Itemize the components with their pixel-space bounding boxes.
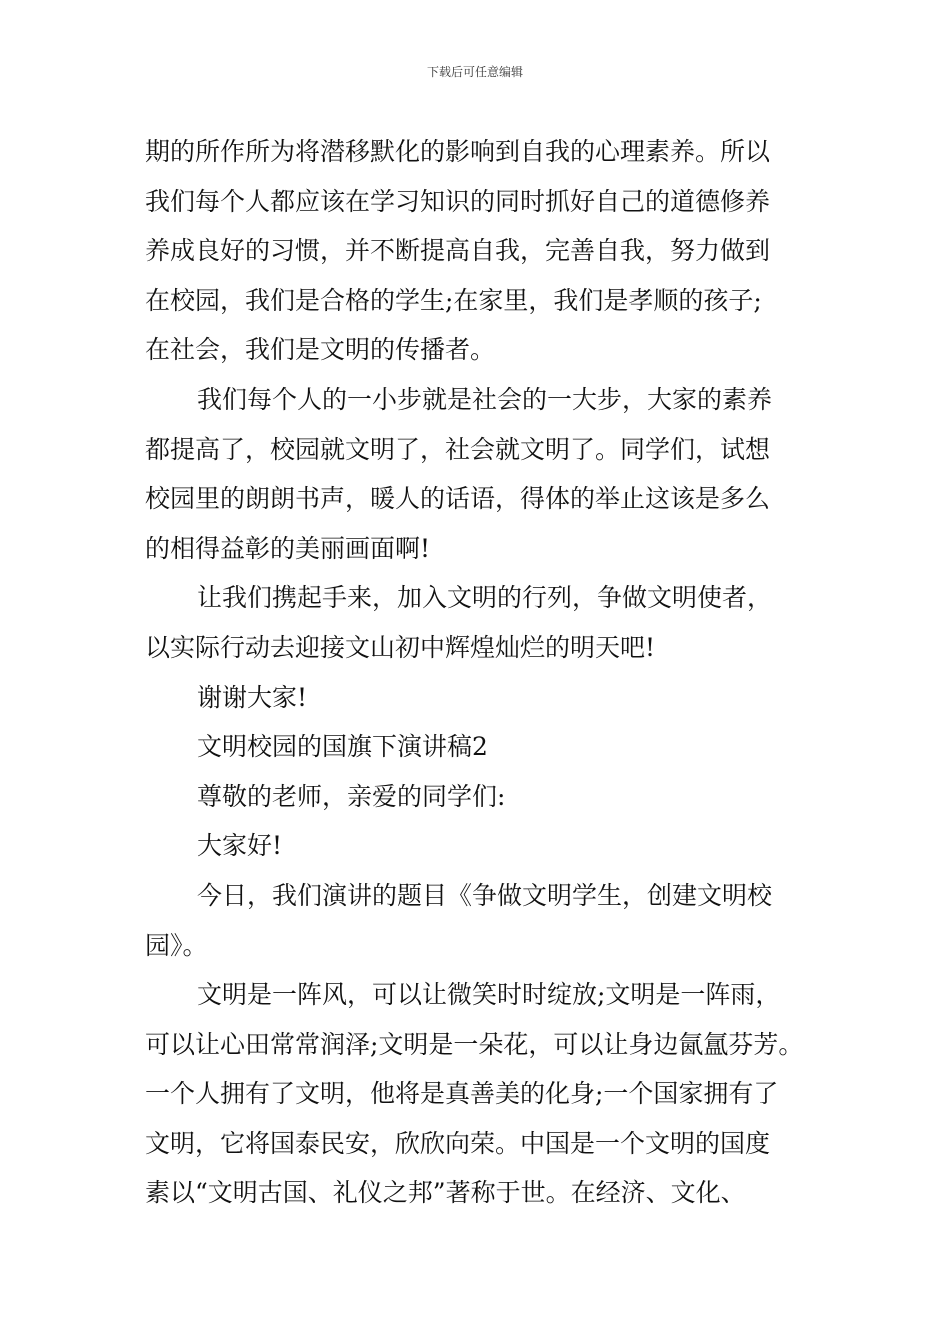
page-header-note: 下载后可任意编辑 [426,65,523,79]
text-line: 都提高了，校园就文明了，社会就文明了。同学们，试想 [145,434,771,464]
text-line: 在校园，我们是合格的学生;在家里，我们是孝顺的孩子; [145,285,762,315]
text-line: 今日，我们演讲的题目《争做文明学生，创建文明校 [197,880,773,910]
text-line: 期的所作所为将潜移默化的影响到自我的心理素养。所以 [145,137,771,166]
text-line: 文明是一阵风，可以让微笑时时绽放;文明是一阵雨， [197,980,781,1010]
document-body [145,127,825,1218]
text-line: 尊敬的老师，亲爱的同学们: [197,781,506,811]
text-line: 的相得益彰的美丽画面啊! [145,533,431,563]
text-line: 我们每个人的一小步就是社会的一大步，大家的素养 [197,384,773,414]
text-line: 素以“文明古国、礼仪之邦”著称于世。在经济、文化、 [145,1178,746,1208]
text-line: 以实际行动去迎接文山初中辉煌灿烂的明天吧! [145,632,656,662]
text-line: 在社会，我们是文明的传播者。 [145,335,496,365]
text-line: 文明，它将国泰民安，欣欣向荣。中国是一个文明的国度 [145,1128,771,1158]
text-line: 校园里的朗朗书声，暖人的话语，得体的举止这该是多么 [145,484,771,514]
text-line: 一个人拥有了文明，他将是真善美的化身;一个国家拥有了 [145,1079,779,1109]
text-line: 谢谢大家! [197,682,308,712]
text-line: 大家好! [197,831,283,861]
text-line: 文明校园的国旗下演讲稿2 [197,732,488,762]
text-line: 养成良好的习惯，并不断提高自我，完善自我，努力做到 [145,236,771,266]
text-line: 让我们携起手来，加入文明的行列，争做文明使者， [197,583,773,613]
text-line: 我们每个人都应该在学习知识的同时抓好自己的道德修养 [145,186,771,216]
text-line: 园》。 [145,930,208,960]
text-line: 可以让心田常常润泽;文明是一朵花，可以让身边氤氲芬芳。 [145,1029,804,1059]
